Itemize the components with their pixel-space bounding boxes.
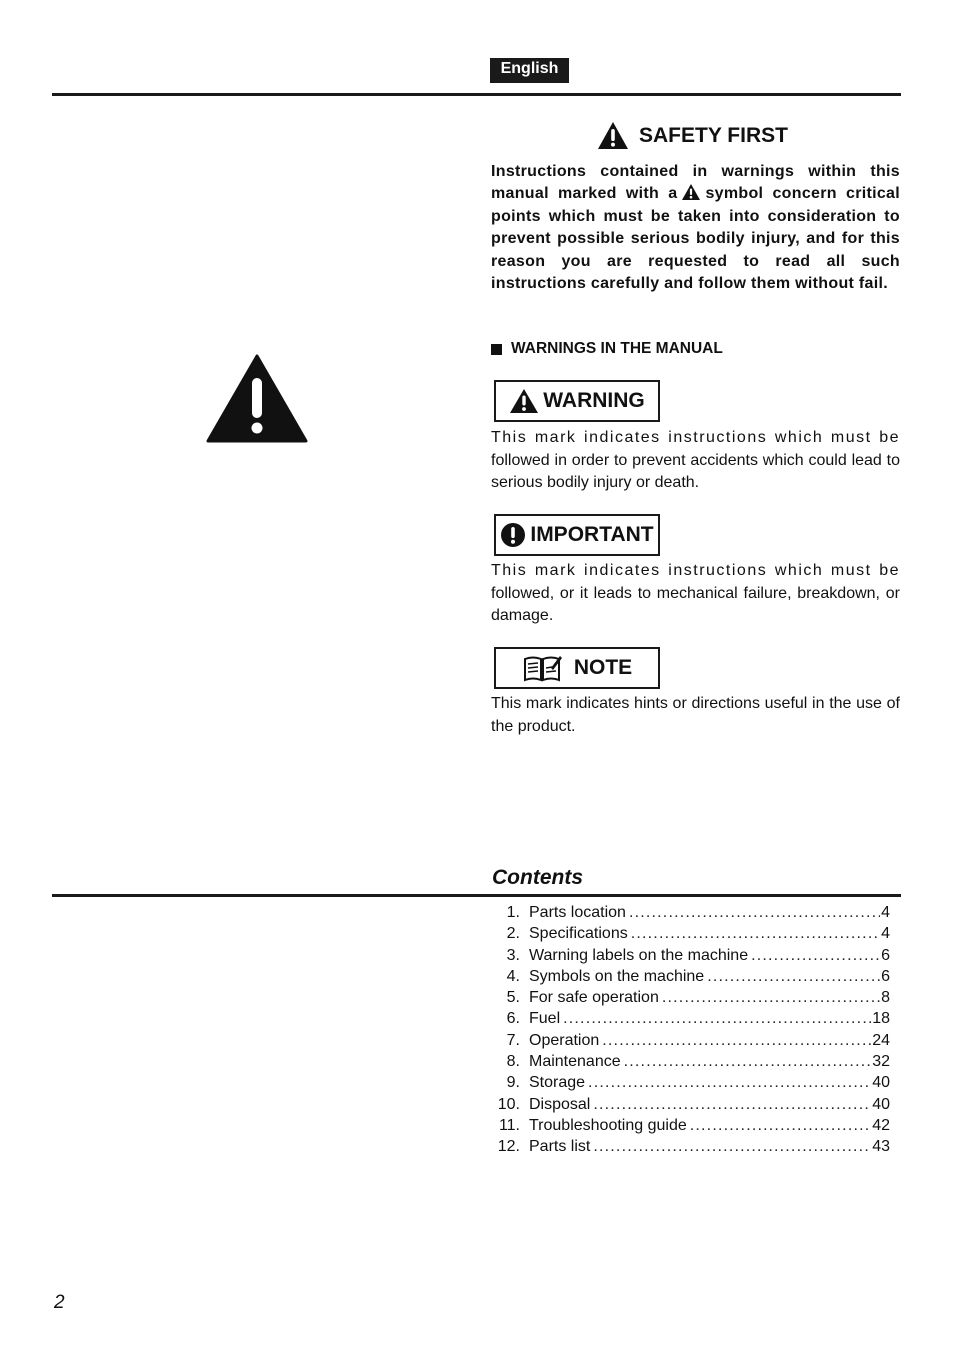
warning-triangle-icon (206, 354, 308, 444)
toc-item[interactable]: 2. Specifications ..... 4 (493, 925, 890, 946)
table-of-contents (493, 904, 890, 1160)
toc-item[interactable]: 7. Operation ..... 24 (493, 1032, 890, 1053)
important-label-box: IMPORTANT (494, 514, 660, 556)
toc-item[interactable]: 6. Fuel ..... 18 (493, 1010, 890, 1031)
contents-title: Contents (492, 866, 583, 889)
important-description: This mark indicates instructions which must be followed, or it leads to mechanical failure, breakdown, or damage. (491, 562, 900, 625)
safety-first-title (597, 120, 788, 152)
contents-rule (52, 894, 901, 897)
warning-icon (681, 183, 701, 201)
language-tab: English (490, 58, 569, 83)
header-rule (52, 93, 901, 96)
safety-intro-paragraph: Instructions contained in warnings within this manual marked with a symbol concern critical points which must be taken into consideration to prevent possible serious bodily injury, and for this reason you are requested to read all such instructions carefully and follow them without fail. (491, 163, 900, 293)
toc-item[interactable]: 12. Parts list ..... 43 (493, 1138, 890, 1159)
warning-icon (509, 388, 539, 414)
toc-item[interactable]: 4. Symbols on the machine ..... 6 (493, 968, 890, 989)
bullet-square-icon (491, 344, 502, 355)
toc-item[interactable]: 9. Storage ..... 40 (493, 1074, 890, 1095)
toc-item[interactable]: 3. Warning labels on the machine ..... 6 (493, 947, 890, 968)
note-label-box: NOTE (494, 647, 660, 689)
exclamation-circle-icon (500, 522, 526, 548)
page-number: 2 (54, 1292, 65, 1313)
open-book-icon (522, 654, 562, 682)
warning-label-box: WARNING (494, 380, 660, 422)
toc-item[interactable]: 8. Maintenance ..... 32 (493, 1053, 890, 1074)
toc-item[interactable]: 5. For safe operation ..... 8 (493, 989, 890, 1010)
warning-description: This mark indicates instructions which must be followed in order to prevent accidents which could lead to serious bodily injury or death. (491, 429, 900, 492)
note-description: This mark indicates hints or directions useful in the use of the product. (491, 695, 900, 735)
warning-icon (597, 121, 629, 151)
toc-item[interactable]: 1. Parts location ..... 4 (493, 904, 890, 925)
warnings-section-heading: WARNINGS IN THE MANUAL (491, 340, 723, 358)
safety-first-label: SAFETY FIRST (639, 124, 788, 147)
toc-item[interactable]: 10. Disposal ..... 40 (493, 1096, 890, 1117)
toc-item[interactable]: 11. Troubleshooting guide ..... 42 (493, 1117, 890, 1138)
